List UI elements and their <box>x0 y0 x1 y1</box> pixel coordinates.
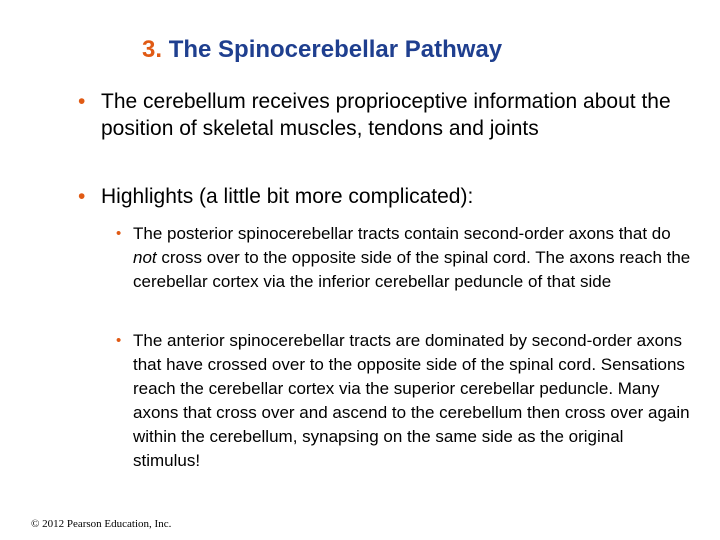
title-text: The Spinocerebellar Pathway <box>168 36 503 63</box>
sub-bullet-text-after: cross over to the opposite side of the spinal cord. The axons reach the cerebellar cortex via the inferior cerebellar peduncle of that side <box>133 248 691 291</box>
sub-bullet-item <box>116 222 693 294</box>
bullet-icon: • <box>116 332 122 349</box>
bullet-item <box>78 183 701 210</box>
bullet-text: The cerebellum receives proprioceptive information about the position of skeletal muscles, tendons and joints <box>101 90 671 140</box>
bullet-icon: • <box>78 185 86 208</box>
title-number: 3. <box>142 36 163 63</box>
bullet-item <box>78 88 701 142</box>
sub-bullet-item <box>116 329 693 473</box>
bullet-icon: • <box>78 90 86 113</box>
sub-bullet-emphasis: not <box>133 248 157 267</box>
copyright-footer: © 2012 Pearson Education, Inc. <box>31 518 172 530</box>
bullet-icon: • <box>116 225 122 242</box>
sub-bullet-text: The anterior spinocerebellar tracts are dominated by second-order axons that have crossed over to the opposite side of the spinal cord. Sensations reach the cerebellar cortex via the superior cerebellar peduncle. Many axons that cross over and ascend to the cerebellum then cross over again within the cerebellum, synapsing on the same side as the original stimulus! <box>133 331 690 470</box>
bullet-text: Highlights (a little bit more complicated): <box>101 185 474 208</box>
sub-bullet-text-before: The posterior spinocerebellar tracts contain second-order axons that do <box>133 224 671 243</box>
slide-title <box>142 36 502 64</box>
